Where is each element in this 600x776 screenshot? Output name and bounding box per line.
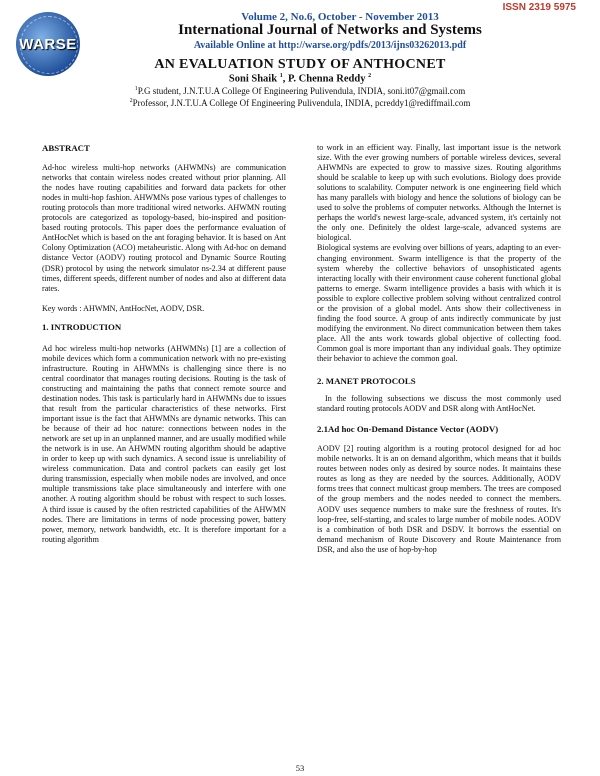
right-column [317,143,561,555]
aff1-mark: 1 [134,86,138,92]
author-1: Soni Shaik [228,73,278,85]
authors [0,73,600,85]
journal-name: International Journal of Networks and Systems [178,22,482,38]
manet-text: In the following subsections we discuss the most commonly used standard routing protocols AODV and DSR along with AntHocNet. [317,394,561,414]
author-1-mark: 1 [279,73,283,79]
author-2-mark: 2 [368,73,372,79]
author-2: P. Chenna Reddy [287,73,366,85]
aff1-text: P.G student, J.N.T.U.A College Of Engineering Pulivendula, INDIA, soni.it07@gmail.com [137,86,466,96]
keywords: Key words : AHWMN, AntHocNet, AODV, DSR. [42,303,205,313]
abstract-text: Ad-hoc wireless multi-hop networks (AHWMNs) are communication networks that contain wireless nodes created without prior planning. All the nodes have routing capabilities and forward data packets for other nodes in multi-hop fashion. AHWMNs pose various types of challenges to routing protocols than more traditional wired networks. AHWMN routing protocols are categorized as topology-based, bio-inspired and position-based routing protocols. This paper does the performance evaluation of AntHocNet which is based on the ant foraging behavior. It is based on Ant Colony Optimization (ACO) metaheuristic. Along with Ad-hoc on demand distance Vector (AODV) routing protocol and Dynamic Source Routing (DSR) protocol by using the network simulator ns-2.34 at different pause times, different speeds, different number of nodes and also at different data rates. [42,163,286,293]
online-url[interactable]: Available Online at http://warse.org/pdfs/2013/ijns03262013.pdf [193,40,467,51]
right-para-1: to work in an efficient way. Finally, last important issue is the network size. With the ever growing numbers of portable wireless devices, several AHWMNs are expected to grow to massive sizes. Routing algorithms should be scalable to keep up with such evolutions. Biology does provide solutions to scalability. Computer network is one engineering field which has many parallels with biology and hence the solutions of biology can be used to solve the problems of computer networks. Although the Internet is perhaps the world's newest large-scale, advanced system, it's certainly not the only one. Definitely the oldest large-scale, advanced systems are biological. [317,143,561,243]
abstract-heading: ABSTRACT [42,143,90,153]
author-sep: , [282,73,288,85]
logo-text: WARSE [19,36,77,53]
affiliation-1 [0,86,600,96]
paper-title: AN EVALUATION STUDY OF ANTHOCNET [154,57,446,72]
page-number: 53 [295,763,305,773]
aodv-heading: 2.1Ad hoc On-Demand Distance Vector (AODV) [317,424,499,435]
introduction-text: Ad hoc wireless multi-hop networks (AHWMNs) [1] are a collection of mobile devices which form a communication network with no pre-existing infrastructure. Routing in AHWMNs is challenging since there is no central coordinator that manages routing decisions. Routing is the task of constructing and maintaining the paths that connect remote source and destination nodes. This task is particularly hard in AHWMNs due to issues that result from the particular characteristics of these networks. First important issue is the fact that AHWMNs are dynamic networks. This can be because of their ad hoc nature: connections between nodes in the network are set up in an unplanned manner, and are usually modified while the network is in use. An AHWMN routing algorithm should be adaptive in order to keep up with such dynamics. A second issue is unreliability of wireless communication. Data and control packets can easily get lost during transmission, especially when mobile nodes are involved, and once multiple transmissions take place simultaneously and interfere with one another. A routing algorithm should be robust with respect to such losses. A third issue is caused by the often restricted capabilities of the AHWMN nodes. There are limitations in terms of node processing power, battery power, memory, network bandwidth, etc. It is therefore important for a routing algorithm [42,343,286,544]
volume-line: Volume 2, No.6, October - November 2013 [241,11,439,23]
right-para-2: Biological systems are evolving over billions of years, adapting to an ever-changing environment. Swarm intelligence is that the property of the system whereby the collective behaviors of unsophisticated agents interacting locally with their environment cause coherent functional global patterns to emerge. Swarm intelligence provides a basis with which it is possible to explore collective problem solving without centralized control or the provision of a global model. Ants show their collectiveness in finding the food source. A group of ants indirectly communicate by just modifying the environment. No direct communication between them takes place. All the ants work towards global objective of collecting food. Common goal is more important than any individual goals. They optimize their behavior to achieve the common goal. [317,243,561,363]
issn-label: ISSN 2319 5975 [502,2,576,13]
aff2-text: Professor, J.N.T.U.A College Of Engineering Pulivendula, INDIA, pcreddy1@rediffmail.com [132,98,471,108]
aff2-mark: 2 [129,98,133,104]
manet-heading: 2. MANET PROTOCOLS [317,376,416,387]
introduction-heading: 1. INTRODUCTION [42,321,122,332]
aodv-text: AODV [2] routing algorithm is a routing protocol designed for ad hoc mobile networks. It is an on demand algorithm, which means that it builds routes between nodes only as desired by source nodes. It maintains these routes as long as they are needed by the sources. Additionally, AODV forms trees that connect multicast group members. The trees are composed of the group members and the nodes needed to connect the members. AODV uses sequence numbers to make sure the freshness of routes. It's loop-free, self-starting, and scales to large number of mobile nodes. AODV is a combination of both DSR and DSDV. It borrows the essential on demand mechanism of Route Discovery and Route Maintenance from DSR, and also the use of hop-by-hop [317,444,561,554]
affiliation-2 [0,98,600,108]
left-column [42,143,286,545]
